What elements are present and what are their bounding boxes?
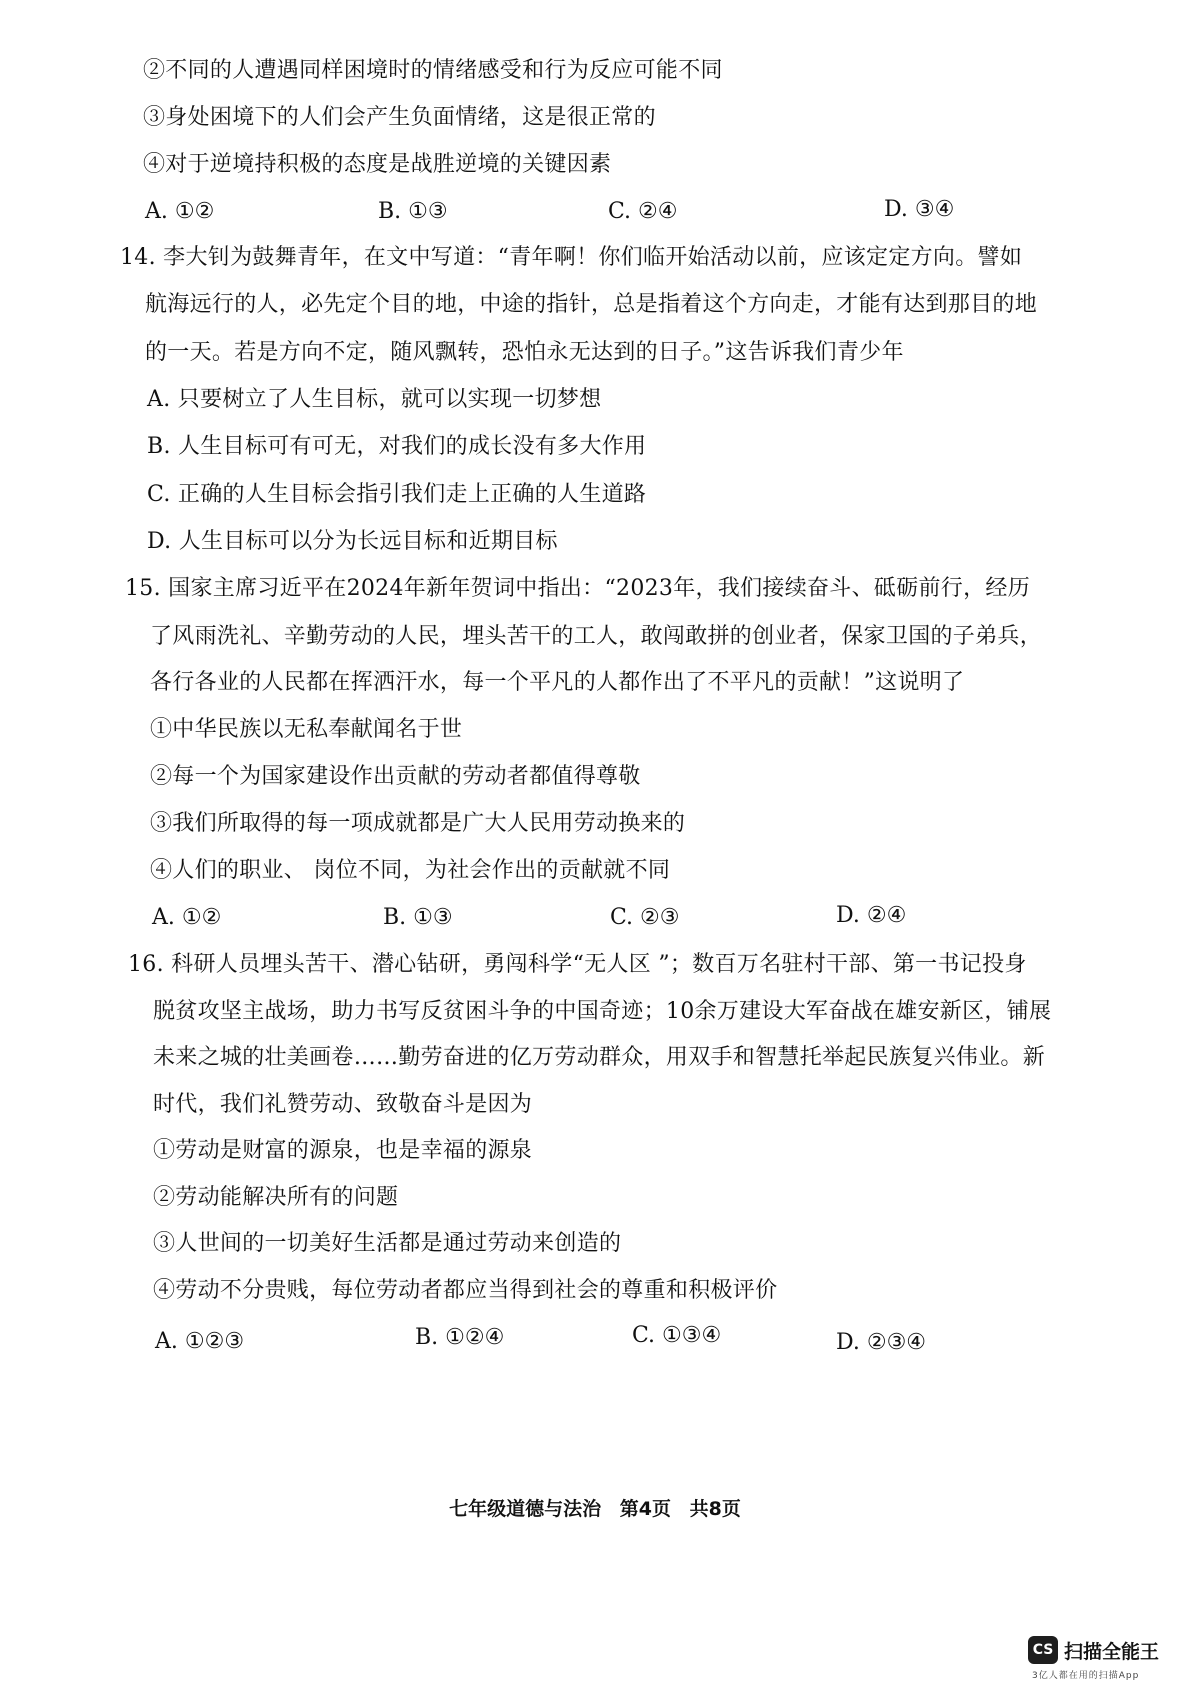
q15-statement-2: ②每一个为国家建设作出贡献的劳动者都值得尊敬 bbox=[150, 764, 641, 789]
q16-statement-3: ③人世间的一切美好生活都是通过劳动来创造的 bbox=[153, 1231, 622, 1256]
watermark-tagline: 3亿人都在用的扫描App bbox=[1032, 1671, 1140, 1681]
scanner-watermark bbox=[1028, 1636, 1178, 1680]
q16-option-a: A. ①②③ bbox=[155, 1329, 245, 1354]
q13-statement-4: ④对于逆境持积极的态度是战胜逆境的关键因素 bbox=[143, 152, 612, 177]
q16-stem-line-4: 时代，我们礼赞劳动、致敬奋斗是因为 bbox=[153, 1092, 533, 1117]
q13-statement-3: ③身处困境下的人们会产生负面情绪，这是很正常的 bbox=[143, 105, 656, 130]
q13-option-c: C. ②④ bbox=[608, 199, 678, 224]
q13-option-a: A. ①② bbox=[145, 199, 215, 224]
q13-statement-2: ②不同的人遭遇同样困境时的情绪感受和行为反应可能不同 bbox=[143, 58, 723, 83]
footer-page-number: 第4页 bbox=[619, 1498, 671, 1520]
page-footer bbox=[0, 1494, 1190, 1521]
q16-option-d: D. ②③④ bbox=[836, 1330, 927, 1355]
q14-stem-line-2: 航海远行的人，必先定个目的地，中途的指针，总是指着这个方向走，才能有达到那目的地 bbox=[145, 292, 1038, 317]
footer-subject: 七年级道德与法治 bbox=[449, 1498, 602, 1520]
q16-statement-1: ①劳动是财富的源泉，也是幸福的源泉 bbox=[153, 1138, 533, 1163]
q15-stem-line-1: 15. 国家主席习近平在2024年新年贺词中指出：“2023年，我们接续奋斗、砥砺前行，经历 bbox=[125, 576, 1031, 601]
watermark-app-name: 扫描全能王 bbox=[1064, 1641, 1160, 1663]
q16-statement-2: ②劳动能解决所有的问题 bbox=[153, 1185, 399, 1210]
q14-option-c: C. 正确的人生目标会指引我们走上正确的人生道路 bbox=[147, 482, 647, 507]
q16-statement-4: ④劳动不分贵贱，每位劳动者都应当得到社会的尊重和积极评价 bbox=[153, 1278, 778, 1303]
q16-stem-line-3: 未来之城的壮美画卷……勤劳奋进的亿万劳动群众，用双手和智慧托举起民族复兴伟业。新 bbox=[153, 1045, 1046, 1070]
q14-option-d: D. 人生目标可以分为长远目标和近期目标 bbox=[147, 529, 558, 554]
q13-option-b: B. ①③ bbox=[378, 199, 448, 224]
q15-option-d: D. ②④ bbox=[836, 903, 907, 928]
q16-stem-line-1: 16. 科研人员埋头苦干、潜心钻研，勇闯科学“无人区 ”；数百万名驻村干部、第一书记投身 bbox=[128, 952, 1027, 977]
q14-stem-line-1: 14. 李大钊为鼓舞青年，在文中写道：“青年啊！你们临开始活动以前，应该定定方向。譬如 bbox=[120, 245, 1023, 270]
q15-stem-line-3: 各行各业的人民都在挥洒汗水，每一个平凡的人都作出了不平凡的贡献！”这说明了 bbox=[150, 670, 965, 695]
q15-option-b: B. ①③ bbox=[383, 905, 453, 930]
q15-statement-3: ③我们所取得的每一项成就都是广大人民用劳动换来的 bbox=[150, 811, 686, 836]
q14-option-b: B. 人生目标可有可无，对我们的成长没有多大作用 bbox=[147, 434, 647, 459]
q15-statement-1: ①中华民族以无私奉献闻名于世 bbox=[150, 717, 463, 742]
q16-option-b: B. ①②④ bbox=[415, 1325, 505, 1350]
q15-statement-4: ④人们的职业、 岗位不同，为社会作出的贡献就不同 bbox=[150, 858, 671, 883]
q13-option-d: D. ③④ bbox=[884, 197, 955, 222]
q16-option-c: C. ①③④ bbox=[632, 1323, 722, 1348]
q15-stem-line-2: 了风雨洗礼、辛勤劳动的人民，埋头苦干的工人，敢闯敢拼的创业者，保家卫国的子弟兵， bbox=[150, 624, 1043, 649]
camscanner-logo-icon: CS bbox=[1028, 1636, 1058, 1664]
footer-total-pages: 共8页 bbox=[689, 1498, 741, 1520]
q16-stem-line-2: 脱贫攻坚主战场，助力书写反贫困斗争的中国奇迹；10余万建设大军奋战在雄安新区，铺展 bbox=[153, 999, 1052, 1024]
q14-option-a: A. 只要树立了人生目标，就可以实现一切梦想 bbox=[147, 387, 602, 412]
q15-option-c: C. ②③ bbox=[610, 905, 680, 930]
q15-option-a: A. ①② bbox=[152, 905, 222, 930]
q14-stem-line-3: 的一天。若是方向不定，随风飘转，恐怕永无达到的日子。”这告诉我们青少年 bbox=[145, 340, 904, 365]
